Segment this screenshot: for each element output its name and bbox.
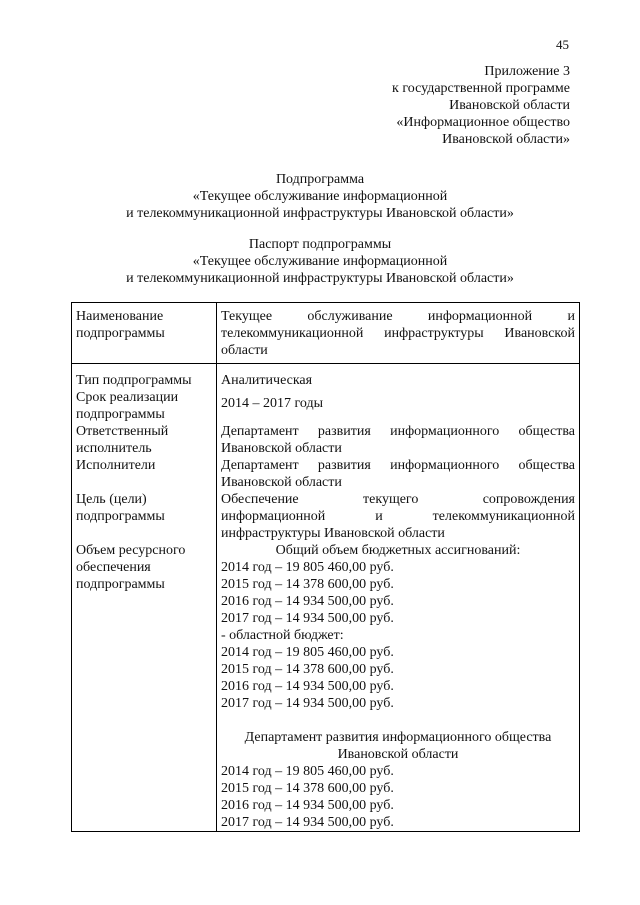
table-row (72, 364, 580, 390)
table-row (72, 542, 580, 832)
value-line: Ивановской области (221, 475, 342, 490)
value-line: телекоммуникационной инфраструктуры Ивановской (221, 326, 575, 341)
label-line: Наименование (76, 309, 164, 324)
subprogram-title-line: Подпрограмма (275, 172, 365, 187)
passport-title-line: «Текущее обслуживание информационной (192, 254, 448, 269)
funding-dept-header: Ивановской области (337, 747, 459, 762)
label-line: исполнитель (76, 441, 152, 456)
row-value (217, 423, 580, 457)
label-line: подпрограммы (76, 407, 165, 422)
table-row (72, 457, 580, 491)
table-row (72, 303, 580, 364)
passport-table (71, 302, 580, 832)
funding-line: 2014 год – 19 805 460,00 руб. (221, 560, 394, 575)
row-value (217, 303, 580, 364)
funding-line: 2014 год – 19 805 460,00 руб. (221, 764, 394, 779)
funding-line: 2017 год – 14 934 500,00 руб. (221, 611, 394, 626)
row-label (72, 303, 217, 364)
funding-subheader: - областной бюджет: (221, 628, 344, 643)
funding-line: 2016 год – 14 934 500,00 руб. (221, 798, 394, 813)
value-line: инфраструктуры Ивановской области (221, 526, 445, 541)
appendix-line: Ивановской области» (442, 132, 570, 147)
funding-line: 2015 год – 14 378 600,00 руб. (221, 662, 394, 677)
passport-title-line: Паспорт подпрограммы (248, 237, 392, 252)
label-line: подпрограммы (76, 577, 165, 592)
row-value (217, 542, 580, 832)
value-line: информационной и телекоммуникационной (221, 509, 575, 524)
page-number: 45 (556, 37, 569, 52)
value-line: Департамент развития информационного общества (221, 424, 575, 439)
value-line: Ивановской области (221, 441, 342, 456)
funding-line: 2017 год – 14 934 500,00 руб. (221, 696, 394, 711)
row-label (72, 389, 217, 423)
row-label (72, 423, 217, 457)
spacer (221, 712, 575, 729)
label-line: обеспечения (76, 560, 151, 575)
funding-line: 2016 год – 14 934 500,00 руб. (221, 594, 394, 609)
value-line: Обеспечение текущего сопровождения (221, 492, 575, 507)
subprogram-title (0, 171, 640, 222)
passport-title-line: и телекоммуникационной инфраструктуры Ивановской области» (126, 271, 514, 286)
table-row (72, 423, 580, 457)
table-row (72, 491, 580, 542)
label-line: Ответственный (76, 424, 169, 439)
funding-line: 2015 год – 14 378 600,00 руб. (221, 781, 394, 796)
label-line: Объем ресурсного (76, 543, 186, 558)
row-value (217, 491, 580, 542)
row-value: 2014 – 2017 годы (221, 396, 324, 411)
appendix-line: Приложение 3 (484, 64, 570, 79)
funding-line: 2016 год – 14 934 500,00 руб. (221, 679, 394, 694)
value-line: Текущее обслуживание информационной и (221, 309, 575, 324)
funding-line: 2014 год – 19 805 460,00 руб. (221, 645, 394, 660)
row-value: Аналитическая (221, 373, 313, 388)
label-line: подпрограммы (76, 509, 165, 524)
value-line: Департамент развития информационного общества (221, 458, 575, 473)
row-label: Исполнители (72, 457, 217, 491)
label-line: Цель (цели) (76, 492, 147, 507)
passport-title (0, 236, 640, 287)
value-line: области (221, 343, 268, 358)
label-line: подпрограммы (76, 326, 165, 341)
row-label: Тип подпрограммы (72, 364, 217, 390)
funding-line: 2017 год – 14 934 500,00 руб. (221, 815, 394, 830)
funding-line: 2015 год – 14 378 600,00 руб. (221, 577, 394, 592)
subprogram-title-line: и телекоммуникационной инфраструктуры Ивановской области» (126, 206, 514, 221)
label-line: Срок реализации (76, 390, 179, 405)
row-label (72, 542, 217, 832)
row-value (217, 457, 580, 491)
subprogram-title-line: «Текущее обслуживание информационной (192, 189, 448, 204)
funding-dept-header: Департамент развития информационного общества (244, 730, 552, 745)
appendix-line: Ивановской области (449, 98, 570, 113)
table-row (72, 389, 580, 423)
appendix-header (250, 63, 570, 148)
row-label (72, 491, 217, 542)
funding-header: Общий объем бюджетных ассигнований: (275, 543, 521, 558)
appendix-line: к государственной программе (392, 81, 570, 96)
appendix-line: «Информационное общество (396, 115, 570, 130)
